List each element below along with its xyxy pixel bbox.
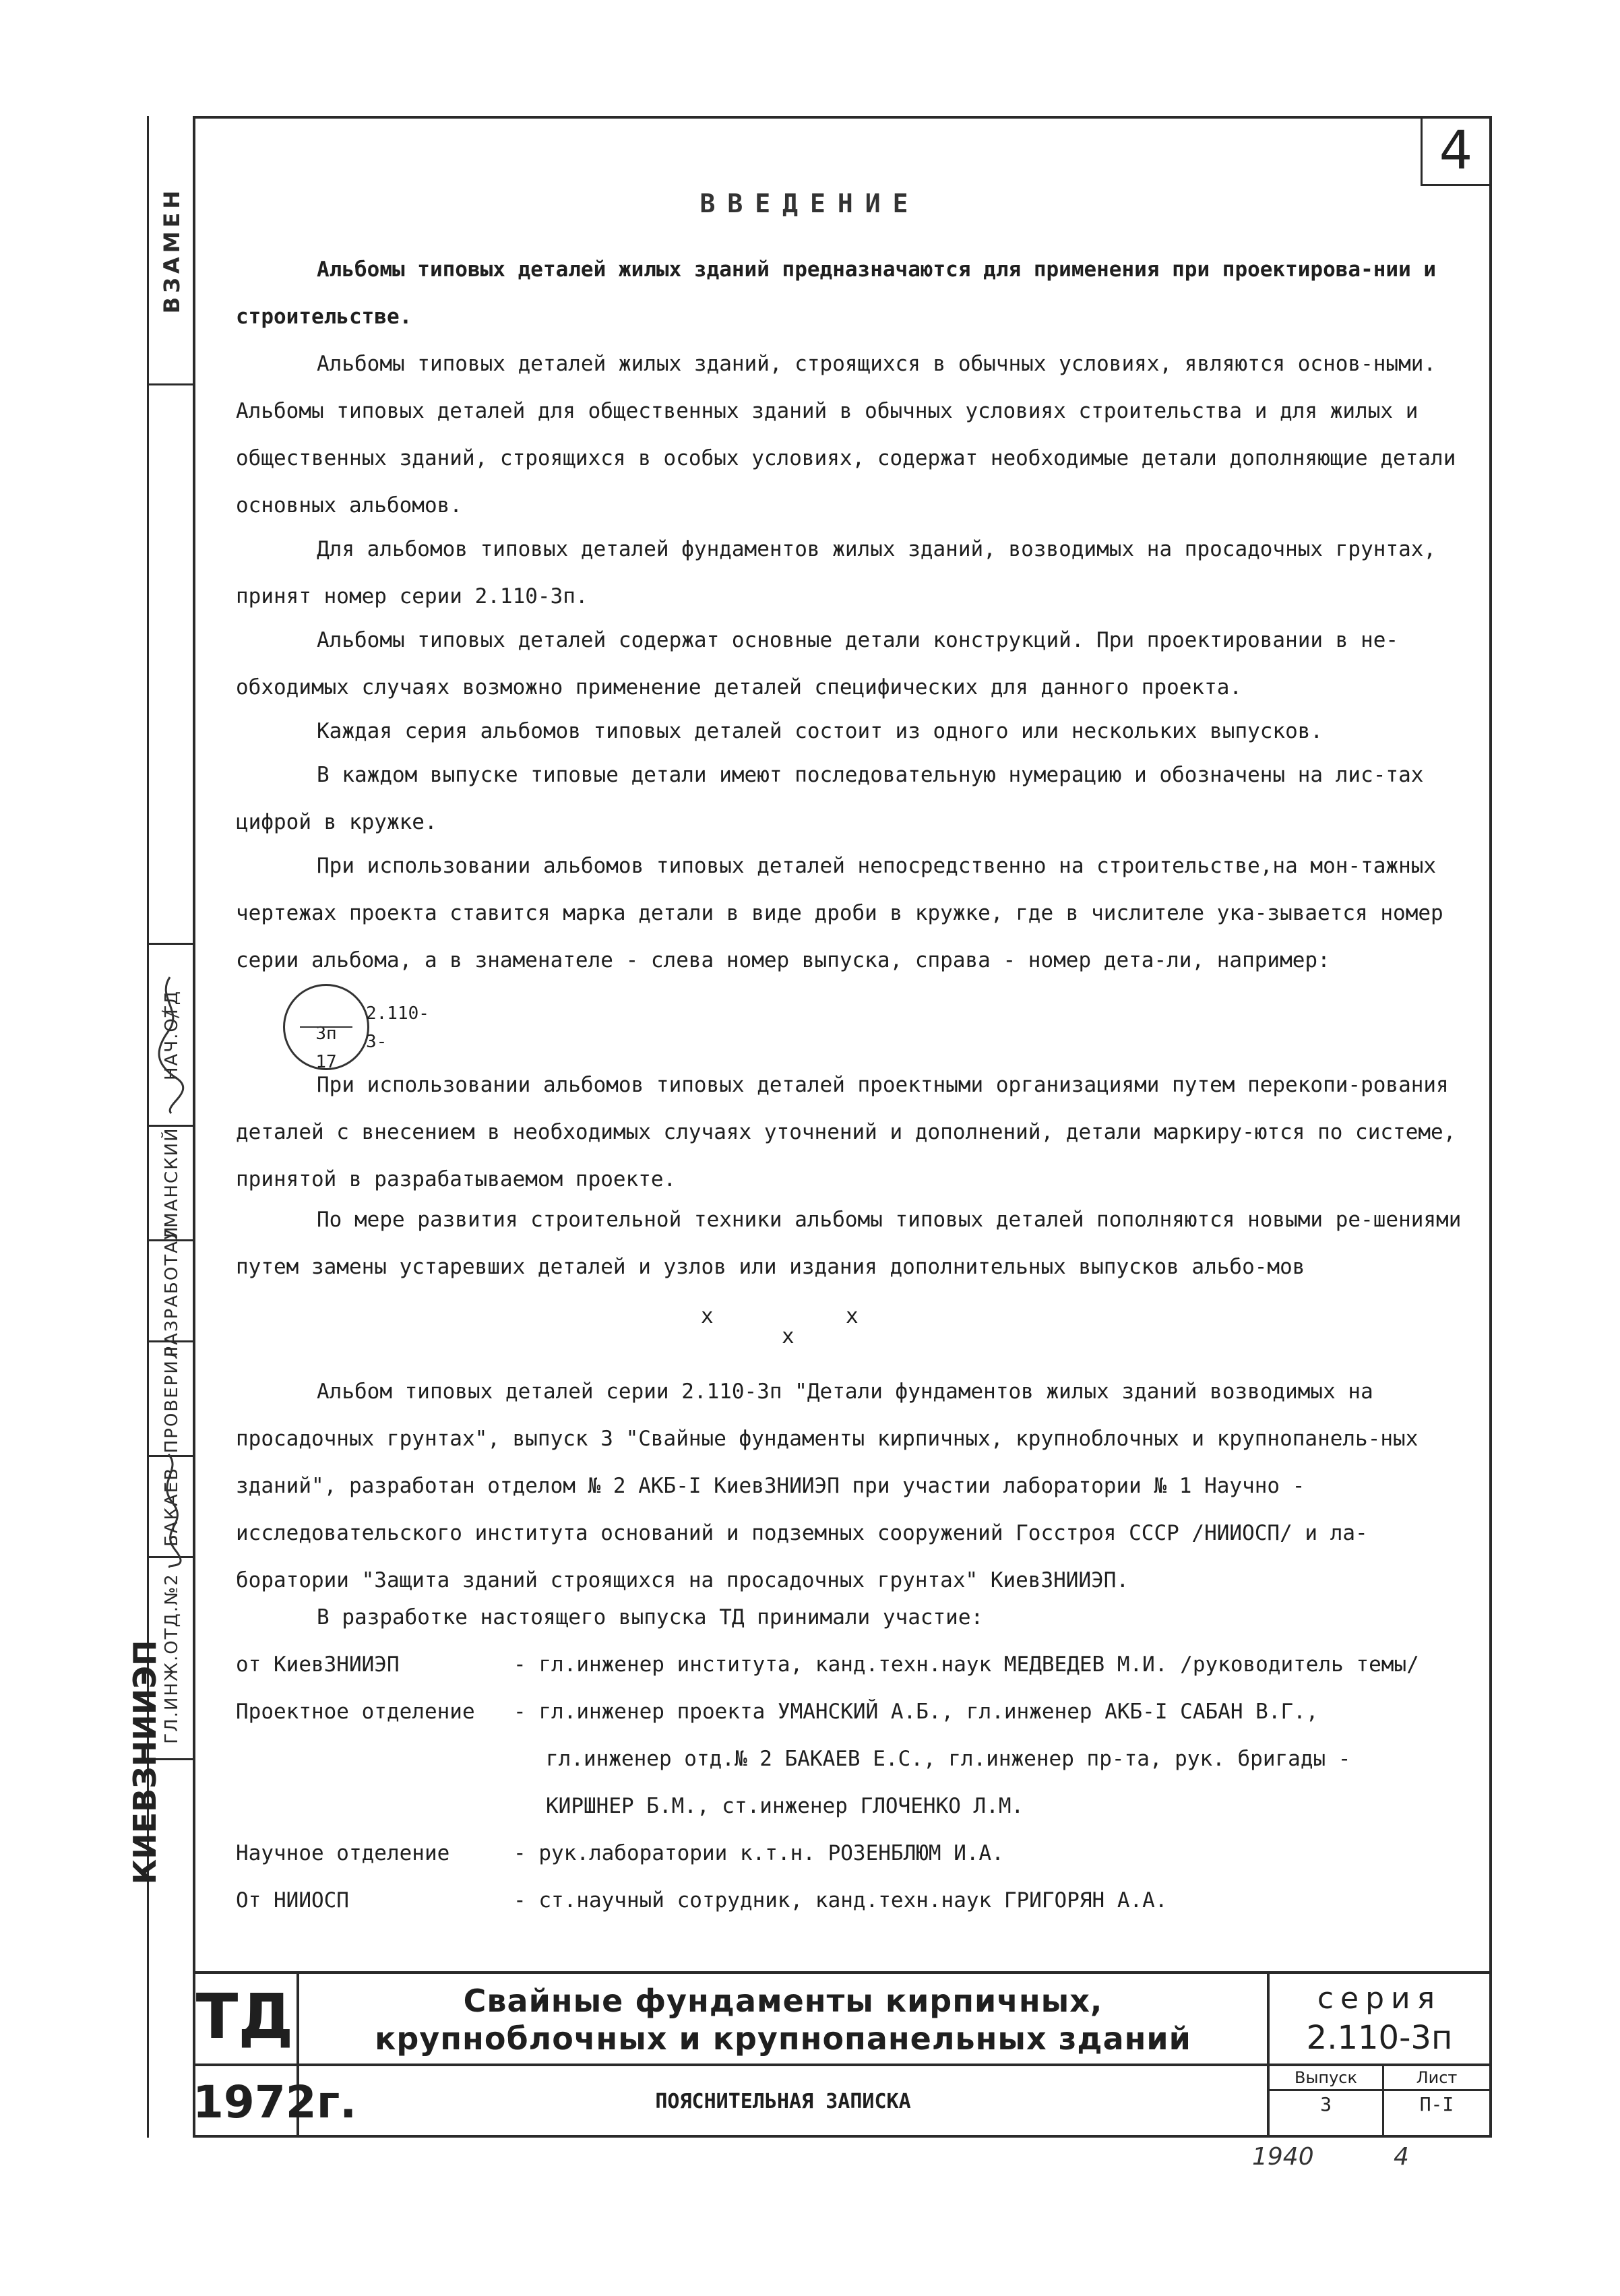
paragraph-4-text: Альбомы типовых деталей содержат основные детали конструкций. При проектировании в не-обходимых случаях возможно применение деталей специфических для данного проекта. xyxy=(236,628,1399,700)
paragraph-7-body: При использовании альбомов типовых деталей непосредственно на строительстве,на мон-тажных чертежах проекта ставится марка детали в виде дроби в кружке, где в числителе ука-зывается номер серии альбома, а в знаменателе - слева номер выпуска, справа - номер дета-ли, например: xyxy=(236,854,1443,972)
paragraph-11-text: В разработке настоящего выпуска ТД принимали участие: xyxy=(317,1605,984,1630)
strip-cell-razrabotal xyxy=(149,1224,195,1357)
strip-label-razrabotal: РАЗРАБОТАЛ xyxy=(162,1224,182,1357)
issue-value: 3 xyxy=(1320,2093,1332,2115)
staff-org-5: Научное отделение xyxy=(236,1841,450,1865)
sheet-value: П-I xyxy=(1419,2093,1454,2115)
signature-scrawl-2 xyxy=(150,1449,190,1570)
paragraph-2 xyxy=(236,340,1462,529)
staff-text-1: - гл.инженер института, канд.техн.наук МЕДВЕДЕВ М.И. /руководитель темы/ xyxy=(513,1652,1419,1677)
page-heading: ВВЕДЕНИЕ xyxy=(699,189,921,218)
example-stamp-top: 2.110-3п xyxy=(315,1003,429,1044)
issue-cell xyxy=(1270,2066,1384,2138)
staff-text-6: - ст.научный сотрудник, канд.техн.наук ГРИГОРЯН А.А. xyxy=(513,1888,1168,1913)
example-stamp-bottom: 3-17 xyxy=(315,1032,387,1072)
paragraph-7 xyxy=(236,842,1462,1070)
strip-cell-vzamen xyxy=(149,116,195,385)
staff-org-6: От НИИОСП xyxy=(236,1888,349,1913)
staff-text-2: - гл.инженер проекта УМАНСКИЙ А.Б., гл.инженер АКБ-I САБАН В.Г., xyxy=(513,1700,1319,1724)
footer-number-right: 4 xyxy=(1394,2143,1409,2171)
paragraph-10 xyxy=(236,1368,1462,1604)
strip-label-nach-otd: НАЧ.ОТД xyxy=(162,989,182,1080)
subtitle-cell: ПОЯСНИТЕЛЬНАЯ ЗАПИСКА xyxy=(299,2066,1270,2138)
strip-cell-blank xyxy=(149,385,195,945)
separator-cross-3: x xyxy=(782,1324,795,1348)
year-mark: 1972г. xyxy=(193,2066,299,2138)
series-cell xyxy=(1270,1974,1489,2066)
paragraph-3 xyxy=(236,526,1462,620)
sheet-cell xyxy=(1384,2066,1489,2138)
paragraph-2-text: Альбомы типовых деталей жилых зданий, строящихся в обычных условиях, являются основ-ными. Альбомы типовых деталей для общественных зданий в обычных условиях строительства и для жилых и общественных зданий, строящихся в особых условиях, содержат необходимые детали дополняющие детали основных альбомов. xyxy=(236,352,1456,518)
sheet-number-box: 4 xyxy=(1421,119,1489,186)
paragraph-3-text: Для альбомов типовых деталей фундаментов жилых зданий, возводимых на просадочных грунтах, принят номер серии 2.110-3п. xyxy=(236,537,1437,609)
paragraph-8 xyxy=(236,1061,1462,1203)
td-mark: ТД xyxy=(193,1974,299,2066)
paragraph-6-text: В каждом выпуске типовые детали имеют последовательную нумерацию и обозначены на лис-тах цифрой в кружке. xyxy=(236,763,1424,834)
title-line-2: крупноблочных и крупнопанельных зданий xyxy=(375,2020,1191,2057)
strip-label-gl-inzh: ГЛ.ИНЖ.ОТД.№2 xyxy=(162,1572,182,1744)
sheet-label: Лист xyxy=(1384,2066,1489,2091)
strip-cell-umanskiy xyxy=(149,1127,195,1241)
paragraph-8-text: При использовании альбомов типовых деталей проектными организациями путем перекопи-рования деталей с внесением в необходимых случаях уточнений и дополнений, детали маркиру-ются по системе, принятой в разрабатываемом проекте. xyxy=(236,1073,1456,1191)
paragraph-9-text: По мере развития строительной техники альбомы типовых деталей пополняются новыми ре-шениями путем замены устаревших деталей и узлов или издания дополнительных выпусков альбо-мов xyxy=(236,1208,1462,1279)
paragraph-1 xyxy=(236,246,1462,340)
strip-label-vzamen: ВЗАМЕН xyxy=(159,186,185,313)
series-number: 2.110-3п xyxy=(1306,2019,1453,2057)
paragraph-1-text: Альбомы типовых деталей жилых зданий предназначаются для применения при проектирова-нии и строительстве. xyxy=(236,257,1437,329)
paragraph-5 xyxy=(236,708,1462,755)
paragraph-10-text: Альбом типовых деталей серии 2.110-3п "Детали фундаментов жилых зданий возводимых на просадочных грунтах", выпуск 3 "Свайные фундаменты кирпичных, крупноблочных и крупнопанель-ных зданий", разработан отделом № 2 АКБ-I КиевЗНИИЭП при участии лаборатории № 1 Научно - исследовательского института оснований и подземных сооружений Госстроя СССР /НИИОСП/ и ла-боратории "Защита зданий строящихся на просадочных грунтах" КиевЗНИИЭП. xyxy=(236,1379,1419,1592)
separator-cross-2: x xyxy=(846,1304,859,1328)
staff-text-3: гл.инженер отд.№ 2 БАКАЕВ Е.С., гл.инженер пр-та, рук. бригады - xyxy=(546,1747,1351,1771)
signature-scrawl-1 xyxy=(150,970,190,1119)
paragraph-5-text: Каждая серия альбомов типовых деталей состоит из одного или нескольких выпусков. xyxy=(317,719,1323,743)
paragraph-9 xyxy=(236,1196,1462,1291)
title-line-1: Свайные фундаменты кирпичных, xyxy=(463,1983,1103,2019)
paragraph-7-text xyxy=(236,842,1462,1070)
title-block xyxy=(193,1971,1492,2138)
strip-label-proveril: ПРОВЕРИЛ xyxy=(162,1344,182,1453)
example-stamp-bar xyxy=(300,1026,352,1028)
title-cell xyxy=(299,1974,1270,2066)
staff-text-4: КИРШНЕР Б.М., ст.инженер ГЛОЧЕНКО Л.М. xyxy=(546,1794,1024,1818)
issue-label: Выпуск xyxy=(1270,2066,1382,2091)
separator-cross-1: x xyxy=(701,1304,714,1328)
paragraph-11 xyxy=(236,1594,1462,1641)
strip-cell-proveril xyxy=(149,1342,195,1457)
series-label: серия xyxy=(1317,1981,1442,2016)
staff-org-1: от КиевЗНИИЭП xyxy=(236,1652,400,1677)
staff-text-5: - рук.лаборатории к.т.н. РОЗЕНБЛЮМ И.А. xyxy=(513,1841,1004,1865)
paragraph-4 xyxy=(236,617,1462,711)
paragraph-6 xyxy=(236,751,1462,846)
example-stamp xyxy=(283,984,429,1072)
institute-side-label-text: КИЕВЗНИИЭП xyxy=(127,1640,163,1885)
strip-label-bakaev: БАКАЕВ xyxy=(162,1466,182,1547)
staff-org-2: Проектное отделение xyxy=(236,1700,475,1724)
strip-label-umanskiy: УМАНСКИЙ xyxy=(162,1126,182,1240)
footer-number-left: 1940 xyxy=(1252,2143,1314,2171)
